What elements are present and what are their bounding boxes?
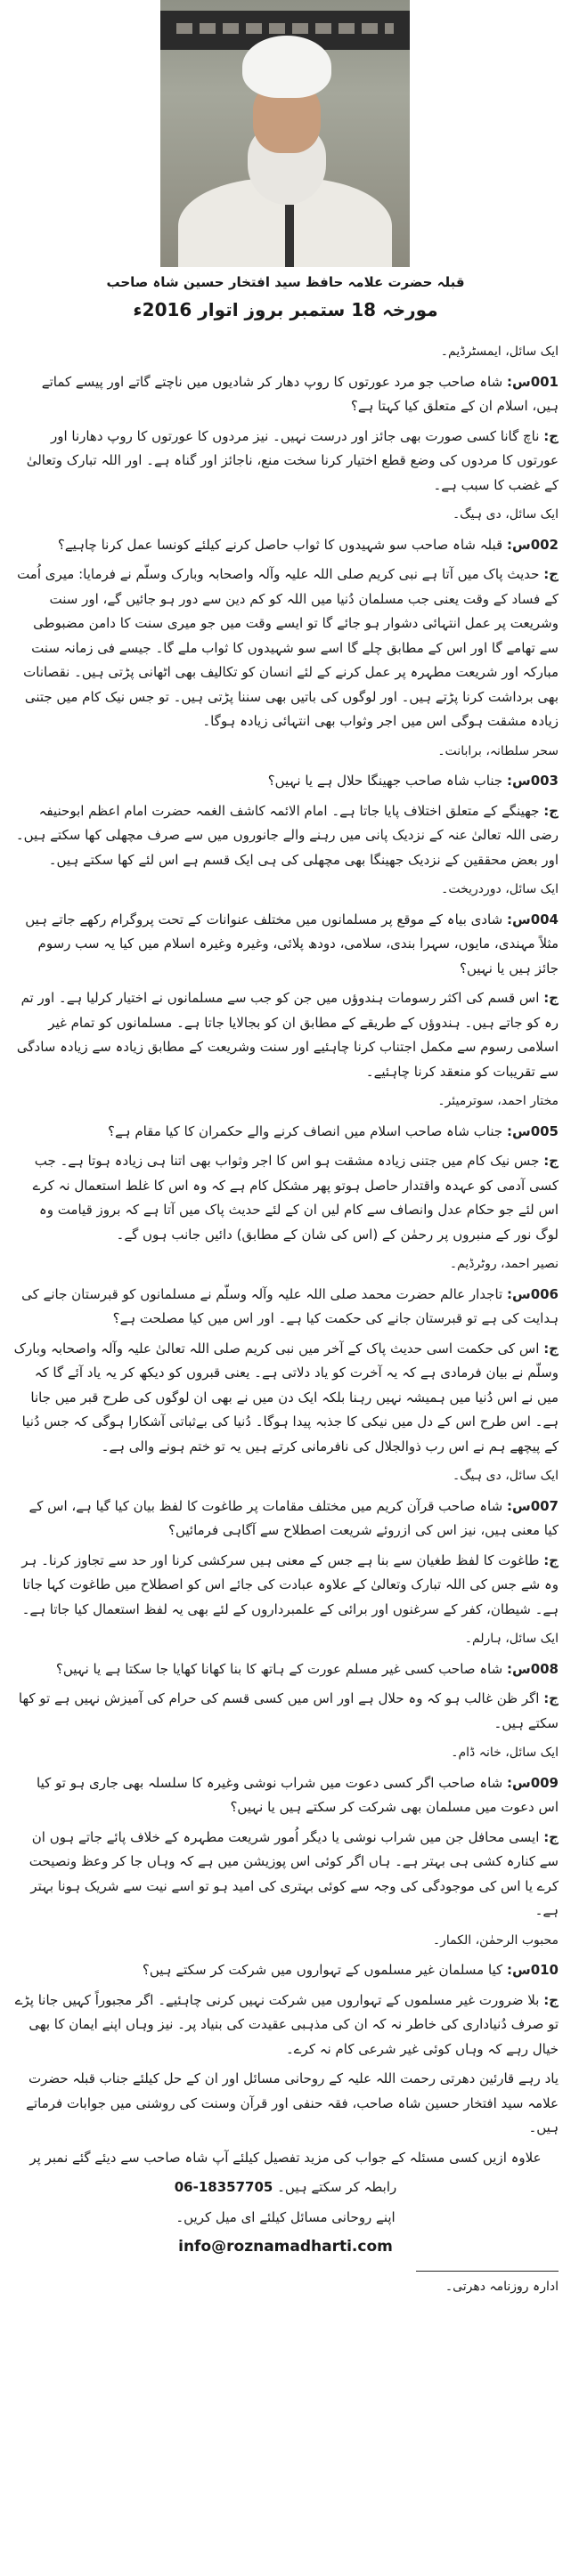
question-label: 006س: <box>506 1285 559 1302</box>
asker-9: محبوب الرحمٰن، الکمار۔ <box>432 1932 559 1948</box>
question-text: شاہ صاحب جو مرد عورتوں کا روپ دھار کر شادیوں میں ناچتے گاتے اور پیسے کماتے ہیں، اسلام ان کے متعلق کیا کہتا ہے؟ <box>41 373 559 414</box>
closing-paragraph: یاد رہے قارئین دھرتی رحمت اللہ علیہ کے روحانی مسائل اور ان کے حل کیلئے جناب قبلہ حضرت علامہ سید افتخار حسین شاہ صاحب، فقہ حنفی اور قرآن وسنت کی روشنی میں جوابات فرماتے ہیں۔ <box>26 2070 559 2135</box>
answer-text: جھینگے کے متعلق اختلاف پایا جاتا ہے۔ امام الائمہ کاشف الغمہ حضرت امام اعظم ابوحنیفہ رضی اللہ تعالیٰ عنہ کے نزدیک پانی میں رہنے والے جانوروں میں سے صرف مچھلی کھا سکتے ہیں۔ اور بعض محققین کے نزدیک جھینگا بھی مچھلی کی ہی ایک قسم ہے اس لئے کھا سکتے ہیں۔ <box>15 802 559 868</box>
answer-label: ج: <box>543 802 559 819</box>
answer-8 <box>12 1687 559 1736</box>
question-label: 008س: <box>506 1660 559 1677</box>
question-6 <box>12 1283 559 1332</box>
question-label: 007س: <box>506 1497 559 1514</box>
photo-microphone <box>285 205 294 267</box>
question-2 <box>12 533 559 558</box>
closing-line-2 <box>12 2175 559 2200</box>
asker-5: نصیر احمد، روٹرڈیم۔ <box>449 1257 559 1271</box>
answer-text: اگر ظن غالب ہو کہ وہ حلال ہے اور اس میں کسی قسم کی حرام کی آمیزش نہیں ہے تو کھا سکتے ہیں۔ <box>18 1690 559 1731</box>
question-text: شادی بیاہ کے موقع پر مسلمانوں میں مختلف عنوانات کے تحت پروگرام رکھے جاتے ہیں مثلاً مہندی، مایوں، سہرا بندی، سلامی، دودھ پلائی، وغیرہ وغیرہ اسلام میں کیا یہ سب رسوم جائز ہیں یا نہیں؟ <box>25 911 559 976</box>
question-label: 009س: <box>506 1774 559 1791</box>
answer-text: حدیث پاک میں آتا ہے نبی کریم صلی اللہ علیہ وآلہ واصحابہ وبارک وسلّم نے فرمایا: میری اُمت کے فساد کے وقت یعنی جب مسلمان دُنیا میں اللہ کو کم دین سے دور ہو جائیں گے، اور سنت وشریعت پر عمل انتہائی دشوار ہو جائے گا تو ایسے وقت میں جو میری سنت کا دامن مضبوطی سے تھامے گا اور اس کے مطابق چلے گا اسے سو شہیدوں کا ثواب ملے گا۔ جیسے فی زمانہ سنت مبارکہ اور شریعت مطہرہ پر عمل کرنے کے لئے انسان کو تکالیف بھی اٹھانی پڑتی ہیں۔ نقصانات بھی برداشت کرنا پڑتے ہیں۔ اور لوگوں کی باتیں بھی سننا پڑتی ہیں۔ تو جس نیک کام میں جتنی زیادہ مشقت ہوگی اس میں اجر وثواب بھی انتہائی زیادہ ہوگا۔ <box>17 566 559 729</box>
answer-text: ناچ گانا کسی صورت بھی جائز اور درست نہیں۔ نیز مردوں کا عورتوں کا روپ دھارنا اور عورتوں کا مردوں کی وضع قطع اختیار کرنا سخت منع، ناجائز اور گناہ ہے۔ اور اللہ تبارک وتعالیٰ کے غضب کا سبب ہے۔ <box>26 427 559 493</box>
answer-label: ج: <box>543 1690 559 1706</box>
question-1 <box>12 370 559 419</box>
question-text: شاہ صاحب کسی غیر مسلم عورت کے ہاتھ کا بنا کھانا کھایا جا سکتا ہے یا نہیں؟ <box>55 1660 503 1677</box>
question-label: 003س: <box>506 773 559 789</box>
answer-label: ج: <box>543 1991 559 2008</box>
asker-3: ایک سائل، دوردریخت۔ <box>441 882 559 896</box>
answer-3 <box>12 799 559 873</box>
footer-credit: ادارہ روزنامہ دھرتی۔ <box>445 2279 559 2294</box>
photo-caption-name: قبلہ حضرت علامہ حافظ سید افتخار حسین شاہ صاحب <box>106 274 465 290</box>
answer-label: ج: <box>543 566 559 582</box>
question-text: شاہ صاحب اگر کسی دعوت میں شراب نوشی وغیرہ کا سلسلہ بھی جاری ہو تو کیا اس دعوت میں مسلمان بھی شرکت کر سکتے ہیں یا نہیں؟ <box>37 1774 559 1815</box>
answer-label: ج: <box>543 1153 559 1169</box>
question-9 <box>12 1771 559 1820</box>
asker-1: ایک سائل، دی ہیگ۔ <box>452 507 559 522</box>
answer-2 <box>12 563 559 734</box>
question-text: تاجدار عالم حضرت محمد صلی اللہ علیہ وآلہ وسلّم نے مسلمانوں کو قبرستان جانے کی ہدایت کی ہے تو قبرستان جانے کی حکمت کیا ہے۔ اور اس میں کیا مصلحت ہے؟ <box>21 1285 559 1326</box>
asker-6: ایک سائل، دی ہیگ۔ <box>452 1469 559 1483</box>
answer-label: ج: <box>543 1551 559 1568</box>
question-text: قبلہ شاہ صاحب سو شہیدوں کا ثواب حاصل کرنے کیلئے کونسا عمل کرنا چاہیے؟ <box>57 536 503 553</box>
answer-4 <box>12 986 559 1084</box>
phone-number: 06-18357705 <box>174 2179 273 2195</box>
question-text: شاہ صاحب قرآن کریم میں مختلف مقامات پر طاغوت کا لفظ بیان کیا گیا ہے، اس کے کیا معنی ہیں، نیز اس کی ازروئے شریعت اصطلاح سے آگاہی فرمائیں؟ <box>29 1497 559 1538</box>
answer-label: ج: <box>543 427 559 444</box>
contact-invite: رابطہ کر سکتے ہیں۔ <box>277 2179 397 2195</box>
asker-2: سحر سلطانہ، برابانت۔ <box>437 743 559 758</box>
email-link[interactable]: info@roznamadharti.com <box>178 2238 393 2256</box>
question-5 <box>12 1120 559 1145</box>
closing-line-3: اپنے روحانی مسائل کیلئے ای میل کریں۔ <box>175 2208 396 2225</box>
answer-text: اس کی حکمت اسی حدیث پاک کے آخر میں نبی کریم صلی اللہ تعالیٰ علیہ وآلہ واصحابہ وبارک وسلّم نے بیان فرمادی ہے کہ یہ آخرت کو یاد دلاتی ہے۔ یعنی قبروں کو دیکھ کر یہ یاد آئے گا کہ میں نے اس دُنیا میں ہمیشہ نہیں رہنا بلکہ ایک دن میں نے بھی ان لوگوں کی طرح قبر میں جانا ہے۔ اس طرح اس کے دل میں نیکی کا جذبہ پیدا ہوگا۔ دُنیا کی بےثباتی آشکارا ہوگی کہ جس دُنیا کے پیچھے ہم نے اس رب ذوالجلال کی نافرمانی کرتے ہیں یہ تو ختم ہونے والی ہے۔ <box>13 1340 559 1454</box>
question-text: کیا مسلمان غیر مسلموں کے تہواروں میں شرکت کر سکتے ہیں؟ <box>142 1962 503 1978</box>
answer-1 <box>12 425 559 498</box>
question-label: 001س: <box>506 373 559 390</box>
question-text: جناب شاہ صاحب اسلام میں انصاف کرنے والے حکمران کا کیا مقام ہے؟ <box>108 1122 503 1139</box>
answer-7 <box>12 1549 559 1623</box>
qa-content <box>12 340 559 2305</box>
question-7 <box>12 1495 559 1543</box>
answer-10 <box>12 1989 559 2062</box>
answer-text: ایسی محافل جن میں شراب نوشی یا دیگر اُمور شریعت مطہرہ کے خلاف پائے جاتے ہوں ان سے کنارہ کشی ہی بہتر ہے۔ ہاں اگر کوئی اس پوزیشن میں ہے کہ وہاں جا کر وعظ ونصیحت کرے یا اس کی موجودگی کی وجہ سے کوئی بہتری کی امید ہو تو اسے نیت سے شریک ہونا بہتر ہے۔ <box>29 1828 559 1918</box>
answer-text: بلا ضرورت غیر مسلموں کے تہواروں میں شرکت نہیں کرنی چاہئیے۔ اگر مجبوراً کہیں جانا پڑے تو صرف دُنیاداری کی خاطر نہ کہ ان کی مذہبی عقیدت کی بنیاد پر۔ نیز وہاں اپنے ایمان کا بھی خیال رہے کہ وہاں کوئی غیر شرعی کام نہ کرے۔ <box>14 1991 559 2057</box>
footer-divider <box>416 2271 559 2272</box>
photo-turban <box>242 36 331 98</box>
question-10 <box>12 1958 559 1983</box>
answer-label: ج: <box>543 1340 559 1357</box>
question-label: 010س: <box>506 1962 559 1978</box>
closing-line-1: علاوہ ازیں کسی مسئلہ کے جواب کی مزید تفصیل کیلئے آپ شاہ صاحب سے دیئے گئے نمبر پر <box>29 2149 542 2166</box>
answer-label: ج: <box>543 1828 559 1845</box>
answer-text: اس قسم کی اکثر رسومات ہندوؤں میں جن کو جب سے مسلمانوں نے اختیار کرلیا ہے۔ اور تم رہ کو جاتے ہیں۔ ہندوؤں کے طریقے کے مطابق ان کو بجالایا جاتا ہے۔ مسلمانوں کو تمام غیر اسلامی رسوم سے مکمل اجتناب کرنا چاہئیے اور سنت وشریعت کے مطابق زیادہ سے زیادہ سادگی سے تقریبات کو منعقد کرنا چاہئیے۔ <box>16 990 559 1080</box>
answer-5 <box>12 1149 559 1247</box>
qa-list <box>12 370 559 2062</box>
answer-label: ج: <box>543 990 559 1006</box>
asker-7: ایک سائل، ہارلم۔ <box>464 1632 559 1646</box>
question-text: جناب شاہ صاحب جھینگا حلال ہے یا نہیں؟ <box>267 773 503 789</box>
answer-text: جس نیک کام میں جتنی زیادہ مشقت ہو اس کا اجر وثواب بھی اتنا ہی زیادہ ہوتا ہے۔ جب کسی آدمی کو عہدہ واقتدار حاصل ہوتو پھر مشکل کام ہے کہ وہ اس کا غلط استعمال نہ کرے اس لئے جو حکام عدل وانصاف سے کام لیں ان کے لئے حدیث پاک میں آتا ہے کہ بروز قیامت وہ لوگ نور کے منبروں پر رحمٰن کے (اس کی شان کے مطابق) دائیں جانب ہوں گے۔ <box>32 1153 559 1243</box>
question-label: 005س: <box>506 1122 559 1139</box>
question-4 <box>12 908 559 982</box>
answer-6 <box>12 1337 559 1460</box>
question-8 <box>12 1657 559 1682</box>
answer-9 <box>12 1826 559 1924</box>
question-label: 004س: <box>506 911 559 928</box>
question-3 <box>12 769 559 794</box>
intro-asker: ایک سائل، ایمسٹرڈیم۔ <box>440 344 559 359</box>
portrait-photo <box>160 0 410 267</box>
question-label: 002س: <box>506 536 559 553</box>
asker-4: مختار احمد، سوترمیئر۔ <box>437 1094 559 1108</box>
asker-8: ایک سائل، خانہ ڈام۔ <box>451 1746 559 1760</box>
photo-caption-date: مورخہ 18 ستمبر بروز اتوار 2016ء <box>133 299 438 320</box>
answer-text: طاغوت کا لفظ طغیان سے بنا ہے جس کے معنی ہیں سرکشی کرنا اور حد سے تجاوز کرنا۔ ہر وہ شے جس کی اللہ تبارک وتعالیٰ کے علاوہ عبادت کی جائے اس کو اصطلاح میں طاغوت کہا جاتا ہے۔ شیطان، کفر کے سرغنوں اور برائی کے علمبرداروں کے لئے بھی یہ لفظ استعمال کیا جاتا ہے۔ <box>21 1551 559 1617</box>
